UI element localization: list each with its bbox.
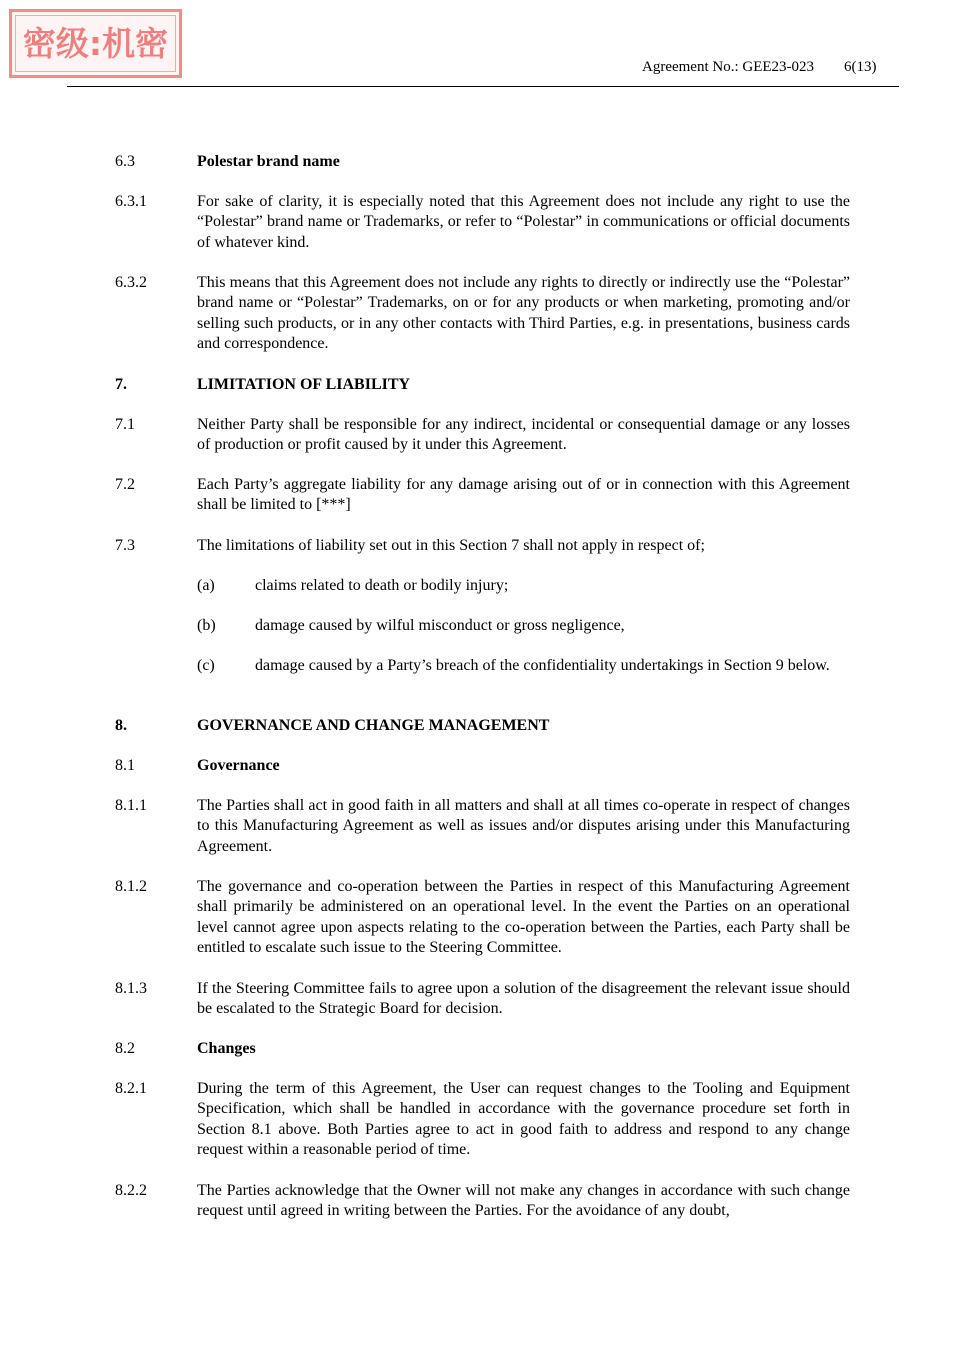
list-marker: (b) xyxy=(197,617,216,634)
section-text: The governance and co-operation between the Parties in respect of this Manufacturing Agreement shall primarily be administered on an operational level. In the event the Parties on an operational level cannot agree upon aspects relating to the co-operation between the Parties, each Party shall be entitled to escalate such issue to the Steering Committee. xyxy=(197,878,850,957)
section-text: The limitations of liability set out in this Section 7 shall not apply in respect of; xyxy=(197,537,705,554)
stamp-text: 密级:机密 xyxy=(22,24,169,63)
list-marker: (c) xyxy=(197,657,215,674)
section-number: 7.1 xyxy=(115,416,135,433)
section-number: 8.2.1 xyxy=(115,1080,147,1097)
section-number: 8. xyxy=(115,717,127,734)
section-text: For sake of clarity, it is especially noted that this Agreement does not include any right to use the “Polestar” brand name or Trademarks, or refer to “Polestar” in communications or official documents of whatever kind. xyxy=(197,193,850,251)
confidential-stamp xyxy=(9,9,182,78)
page-number: 6(13) xyxy=(844,59,877,75)
section-heading: GOVERNANCE AND CHANGE MANAGEMENT xyxy=(197,717,550,734)
section-text: If the Steering Committee fails to agree upon a solution of the disagreement the relevant issue should be escalated to the Strategic Board for decision. xyxy=(197,980,850,1018)
section-number: 8.2 xyxy=(115,1040,135,1057)
section-text: During the term of this Agreement, the User can request changes to the Tooling and Equipment Specification, which shall be handled in accordance with the governance procedure set forth in Section 8.1 above. Both Parties agree to act in good faith to address and respond to any change request within a reasonable period of time. xyxy=(197,1080,850,1159)
header-rule xyxy=(67,86,899,87)
section-text: The Parties shall act in good faith in all matters and shall at all times co-operate in respect of changes to this Manufacturing Agreement as well as issues and/or disputes arising under this Manufacturing Agreement. xyxy=(197,797,850,855)
section-number: 7.2 xyxy=(115,476,135,493)
section-number: 7.3 xyxy=(115,537,135,554)
section-number: 8.1 xyxy=(115,757,135,774)
list-text: damage caused by wilful misconduct or gross negligence, xyxy=(255,617,625,634)
section-number: 8.1.1 xyxy=(115,797,147,814)
section-number: 8.1.3 xyxy=(115,980,147,997)
agreement-number: Agreement No.: GEE23-023 xyxy=(642,59,815,75)
section-number: 8.2.2 xyxy=(115,1182,147,1199)
page-header xyxy=(642,59,877,76)
section-heading: Polestar brand name xyxy=(197,153,340,170)
section-number: 6.3 xyxy=(115,153,135,170)
section-text: The Parties acknowledge that the Owner will not make any changes in accordance with such change request until agreed in writing between the Parties. For the avoidance of any doubt, xyxy=(197,1182,850,1220)
section-heading: Changes xyxy=(197,1040,256,1057)
section-heading: LIMITATION OF LIABILITY xyxy=(197,376,411,393)
list-text: damage caused by a Party’s breach of the confidentiality undertakings in Section 9 below. xyxy=(255,657,830,674)
section-text: Neither Party shall be responsible for any indirect, incidental or consequential damage or any losses of production or profit caused by it under this Agreement. xyxy=(197,416,850,454)
section-number: 6.3.1 xyxy=(115,193,147,210)
list-marker: (a) xyxy=(197,577,215,594)
section-text: Each Party’s aggregate liability for any damage arising out of or in connection with this Agreement shall be limited to [***] xyxy=(197,476,850,514)
section-number: 6.3.2 xyxy=(115,274,147,291)
section-heading: Governance xyxy=(197,757,280,774)
section-number: 7. xyxy=(115,376,127,393)
section-number: 8.1.2 xyxy=(115,878,147,895)
list-text: claims related to death or bodily injury; xyxy=(255,577,509,594)
section-text: This means that this Agreement does not include any rights to directly or indirectly use the “Polestar” brand name or “Polestar” Trademarks, on or for any products or when marketing, promoting and/or selling such products, or in any other contacts with Third Parties, e.g. in presentations, business cards and correspondence. xyxy=(197,274,850,353)
